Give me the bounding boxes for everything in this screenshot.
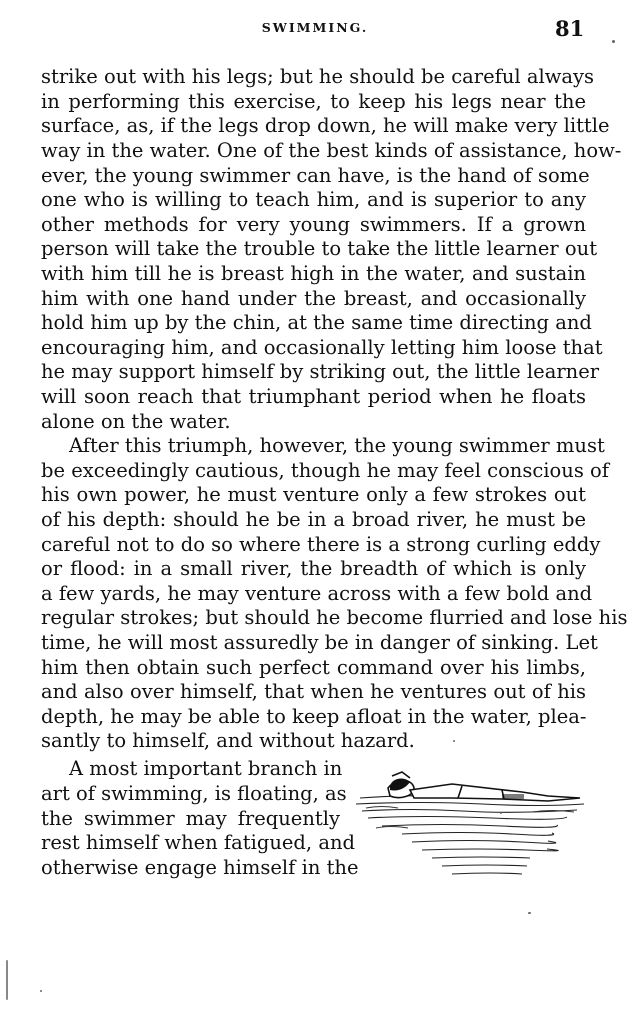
running-head: SWIMMING.	[261, 20, 369, 35]
text-line: him with one hand under the breast, and occasionally	[41, 287, 586, 310]
page-number: 81	[555, 16, 585, 41]
text-line: other methods for very young swimmers. If a grown	[41, 213, 586, 236]
text-line: careful not to do so where there is a strong curling eddy	[41, 533, 601, 556]
print-speck	[528, 912, 531, 914]
text-line: of his depth: should he be in a broad river, he must be	[41, 508, 586, 531]
print-speck	[500, 812, 502, 814]
text-line: he may support himself by striking out, the little learner	[41, 360, 600, 383]
text-line: santly to himself, and without hazard.	[41, 729, 415, 752]
text-line: encouraging him, and occasionally letting him loose that	[41, 336, 603, 359]
text-line: otherwise engage himself in the	[41, 856, 359, 879]
text-line: him then obtain such perfect command over his limbs,	[41, 656, 586, 679]
text-line: or flood: in a small river, the breadth of which is only	[41, 557, 586, 580]
page-edge-mark	[6, 960, 8, 1000]
text-line: A most important branch in	[69, 757, 343, 780]
text-line: ever, the young swimmer can have, is the hand of some	[41, 164, 590, 187]
print-speck	[40, 990, 42, 992]
text-line: hold him up by the chin, at the same time directing and	[41, 311, 592, 334]
floating-swimmer-illustration	[352, 768, 588, 886]
text-line: alone on the water.	[41, 410, 231, 433]
text-line: will soon reach that triumphant period when he floats	[41, 385, 586, 408]
text-line: his own power, he must venture only a few strokes out	[41, 483, 586, 506]
text-line: person will take the trouble to take the little learner out	[41, 237, 598, 260]
text-line: strike out with his legs; but he should be careful always	[41, 65, 595, 88]
text-line: be exceedingly cautious, though he may feel conscious of	[41, 459, 609, 482]
text-line: the swimmer may frequently	[41, 807, 340, 830]
text-line: and also over himself, that when he ventures out of his	[41, 680, 586, 703]
text-line: rest himself when fatigued, and	[41, 831, 355, 854]
text-line: After this triumph, however, the young swimmer must	[69, 434, 605, 457]
print-speck	[453, 740, 455, 742]
text-line: with him till he is breast high in the water, and sustain	[41, 262, 586, 285]
text-line: a few yards, he may venture across with a few bold and	[41, 582, 593, 605]
text-line: time, he will most assuredly be in danger of sinking. Let	[41, 631, 598, 654]
text-line: art of swimming, is floating, as	[41, 782, 347, 805]
text-line: one who is willing to teach him, and is superior to any	[41, 188, 586, 211]
text-line: in performing this exercise, to keep his legs near the	[41, 90, 586, 113]
print-speck	[612, 40, 615, 43]
text-line: surface, as, if the legs drop down, he will make very little	[41, 114, 610, 137]
text-line: depth, he may be able to keep afloat in the water, plea-	[41, 705, 587, 728]
text-line: regular strokes; but should he become flurried and lose his	[41, 606, 628, 629]
text-line: way in the water. One of the best kinds of assistance, how-	[41, 139, 622, 162]
